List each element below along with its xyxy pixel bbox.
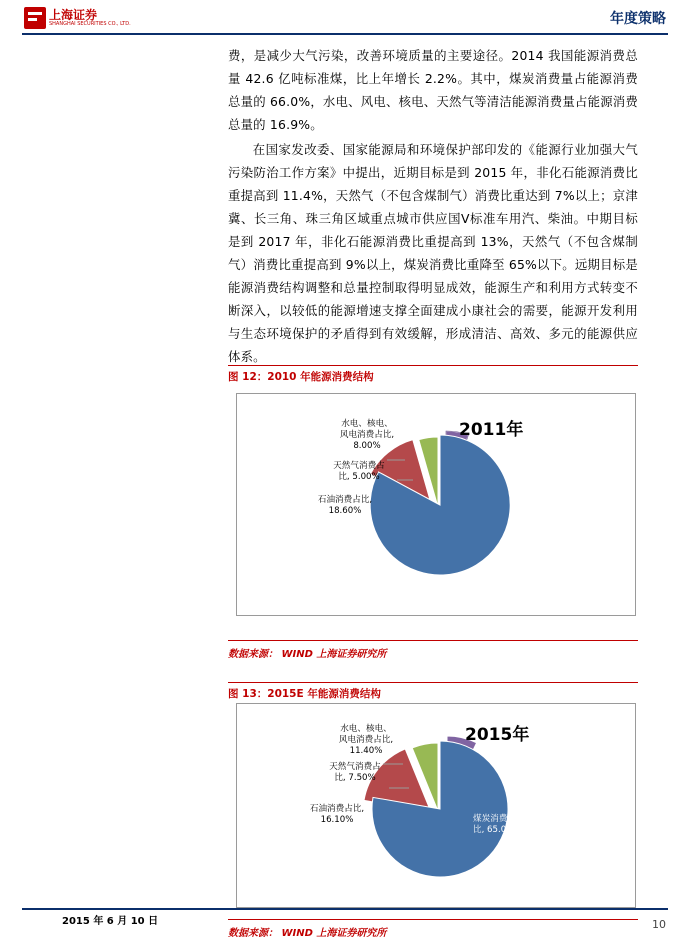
footer-page-number: 10: [652, 918, 666, 931]
figure-12-source: [228, 645, 386, 660]
chart-year-label-2011: 2011年: [459, 420, 524, 440]
logo-mark-icon: [24, 7, 46, 29]
company-logo: [24, 6, 131, 32]
figure-13-source: [228, 924, 386, 939]
figure-13-source-rule: [228, 919, 638, 920]
figure-12-source-text: 数据来源： WIND 上海证券研究所: [228, 649, 387, 660]
footer-divider: [22, 908, 668, 910]
header-title: 年度策略: [610, 11, 666, 27]
pie-label-coal-2011: 煤炭消费占比, 68.40%: [495, 552, 550, 573]
body-content: [228, 44, 638, 370]
pie-label-renewable-2015: 水电、核电、 风电消费占比, 11.40%: [338, 724, 394, 756]
logo-subtext: SHANGHAI SECURITIES CO., LTD.: [49, 21, 131, 27]
pie-label-oil-2011: 石油消费占比, 18.60%: [317, 495, 373, 516]
figure-13-source-text: 数据来源： WIND 上海证券研究所: [228, 928, 387, 939]
figure-12-source-rule: [228, 640, 638, 641]
page-header: [0, 0, 690, 36]
paragraph-1: 费，是减少大气污染，改善环境质量的主要途径。2014 我国能源消费总量 42.6 亿吨标准煤，比上年增长 2.2%。其中，煤炭消费量占能源消费总量的 66.0%，水电、风电、核电、天然气等清洁能源消费量占能源消费总量的 16.9%。: [228, 48, 638, 132]
logo-text: 上海证券: [49, 8, 98, 22]
paragraph-2: 在国家发改委、国家能源局和环境保护部印发的《能源行业加强大气污染防治工作方案》中提出，近期目标是到 2015 年，非化石能源消费比重提高到 11.4%，天然气（不包含煤制气）消费比重达到 7%以上；京津冀、长三角、珠三角区域重点城市供应国Ⅴ标准车用汽、柴油。中期目标是到 2017 年，非化石能源消费比重提高到 13%，天然气（不包含煤制气）消费比重提高到 9%以上，煤炭消费比重降至 65%以下。远期目标是能源消费结构调整和总量控制取得明显成效，能源生产和利用方式转变不断深入，以较低的能源增速支撑全面建成小康社会的需要，能源开发利用与生态环境保护的矛盾得到有效缓解，形成清洁、高效、多元的能源供应体系。: [228, 142, 638, 364]
figure-13-title-rule: [228, 682, 638, 683]
figure-13-title: [228, 686, 381, 701]
pie-label-gas-2011: 天然气消费占 比, 5.00%: [333, 461, 385, 482]
pie-label-oil-2015: 石油消费占比, 16.10%: [309, 804, 365, 825]
header-divider: [22, 33, 668, 35]
pie-label-gas-2015: 天然气消费占 比, 7.50%: [329, 762, 381, 783]
chart-year-label-2015: 2015年: [465, 725, 530, 745]
figure-13-title-text: 图 13：2015E 年能源消费结构: [228, 688, 381, 700]
pie-label-renewable-2011: 水电、核电、 风电消费占比, 8.00%: [339, 419, 395, 451]
figure-12-title-rule: [228, 365, 638, 366]
figure-12-chart: [236, 393, 636, 616]
footer-date: 2015 年 6 月 10 日: [62, 916, 159, 927]
figure-12-title: [228, 369, 374, 384]
pie-chart-2011: [237, 394, 633, 613]
pie-label-coal-2015: 煤炭消费占 比, 65.00%: [473, 814, 520, 835]
figure-13-chart: [236, 703, 636, 908]
figure-12-title-text: 图 12：2010 年能源消费结构: [228, 371, 374, 383]
